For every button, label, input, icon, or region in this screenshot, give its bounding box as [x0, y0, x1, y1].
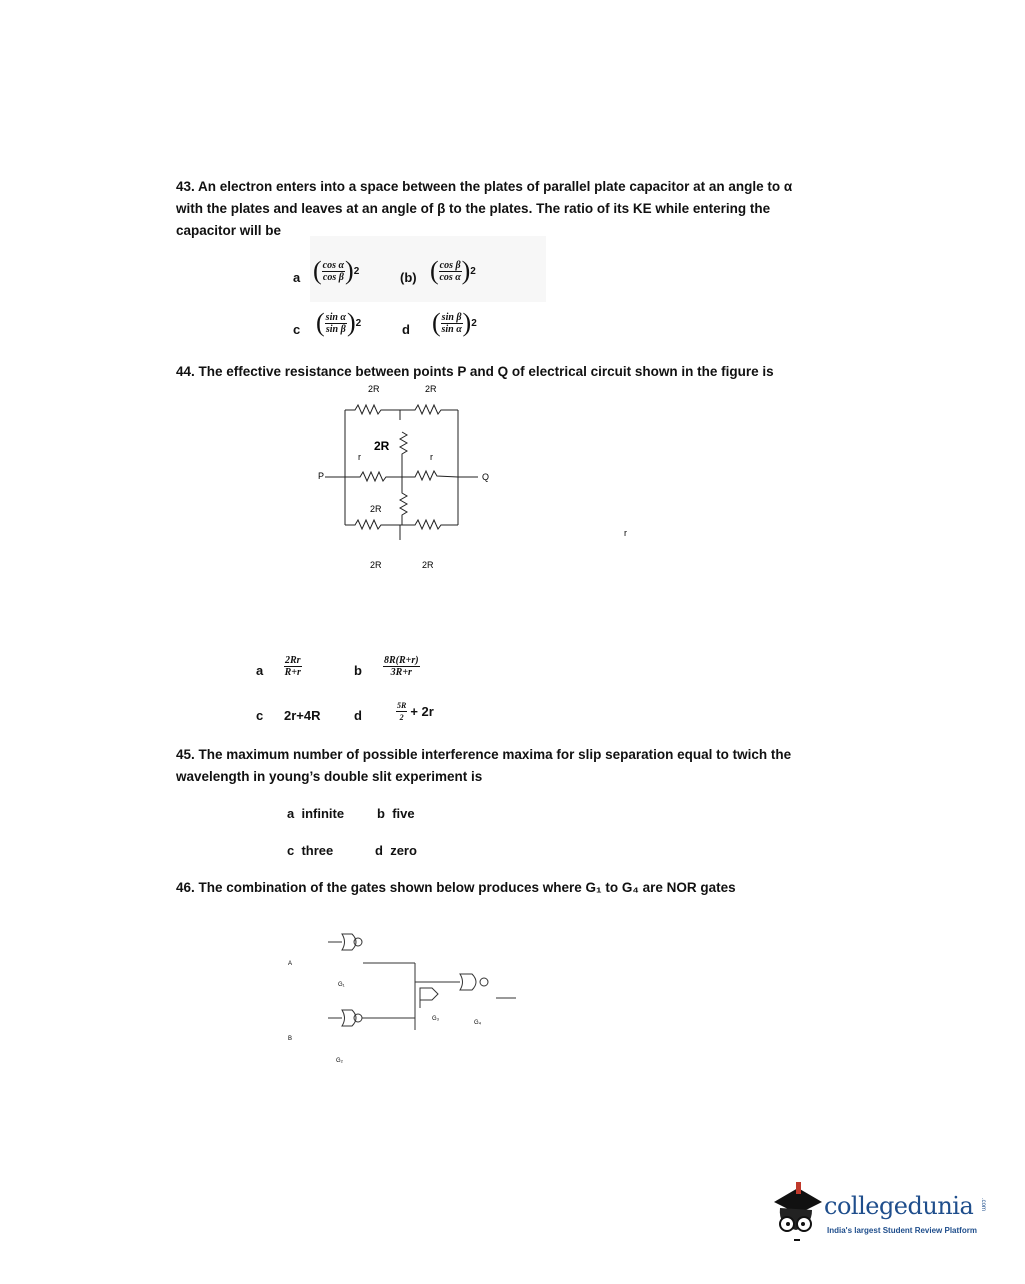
q44-text: 44. The effective resistance between points P and Q of electrical circuit shown in the figure is: [176, 364, 774, 379]
q43-a-power: 2: [353, 265, 360, 277]
q44-a-den: R+r: [284, 667, 301, 678]
q44-option-a-label: a: [256, 663, 264, 678]
q45-line1: 45. The maximum number of possible interference maxima for slip separation equal to twich the: [176, 747, 792, 762]
bottom-right-resistor: [400, 520, 458, 529]
q44-d-tail: + 2r: [410, 704, 434, 719]
circuit-bottom-left-label: 2R: [370, 560, 382, 570]
mascot-icon: [766, 1180, 824, 1242]
q45-b-label: b: [377, 806, 385, 821]
middle-left-r-resistor: [345, 472, 400, 481]
q43-b-power: 2: [470, 265, 476, 277]
q44-option-b-label: b: [354, 663, 362, 678]
q43-option-a-label: a: [293, 270, 301, 285]
top-left-resistor: [345, 405, 400, 414]
logo-dotcom: .com: [980, 1198, 986, 1212]
point-q-label: Q: [482, 472, 490, 482]
q45-d-label: d: [375, 843, 383, 858]
q43-d-power: 2: [471, 317, 477, 329]
q44-option-c[interactable]: 2r+4R: [284, 708, 321, 723]
q44-d-num: 5R: [397, 701, 407, 710]
q44-option-b[interactable]: [383, 655, 420, 678]
q44-b-num: 8R(R+r): [384, 655, 419, 666]
q43-a-den: cos β: [322, 271, 344, 283]
circuit-inner-top-label: 2R: [374, 439, 390, 453]
q45-line2: wavelength in young’s double slit experiment is: [176, 769, 483, 784]
q45-c-value: three: [301, 843, 334, 858]
q44-circuit-diagram: [300, 380, 660, 580]
q43-line2: with the plates and leaves at an angle of β to the plates. The ratio of its KE while entering the: [176, 201, 771, 216]
g4-gate: [460, 974, 476, 990]
circuit-inner-bottom-label: 2R: [370, 504, 382, 514]
g4-label: G₄: [474, 1020, 482, 1026]
q43-d-den: sin α: [441, 323, 462, 335]
q43-c-den: sin β: [325, 323, 346, 335]
g1-bubble: [354, 938, 362, 946]
q43-option-d-label: d: [402, 322, 410, 337]
q45-option-d[interactable]: [375, 843, 417, 858]
top-right-resistor: [400, 405, 458, 414]
q44-option-d[interactable]: [396, 700, 434, 723]
q44-a-num: 2Rr: [285, 655, 301, 666]
q44-d-den: 2: [399, 713, 404, 722]
q43-option-c[interactable]: ( $\frac{\text{sin α}}{\text{sin β}}$ ) 2: [316, 308, 362, 337]
logo-wordmark: [824, 1192, 973, 1220]
q43-option-d[interactable]: ( $\frac{\text{sin β}}{\text{sin α}}$ ) 2: [432, 308, 477, 337]
q43-option-a[interactable]: ( $\frac{\text{cos α}}{\text{cos β}}$ ) 2: [313, 256, 360, 285]
q45-text: [176, 744, 836, 788]
q44-option-a[interactable]: [284, 655, 302, 678]
collegedunia-logo[interactable]: [766, 1178, 1006, 1248]
q44-option-c-label: c: [256, 708, 264, 723]
logo-name: collegedunia: [824, 1192, 974, 1220]
inner-upper-resistor: [400, 432, 407, 477]
circuit-top-right-label: 2R: [425, 384, 437, 394]
q43-c-power: 2: [355, 317, 362, 329]
g2-label: G₂: [336, 1058, 343, 1064]
q45-option-a[interactable]: [287, 806, 344, 821]
input-a-label: A: [288, 961, 293, 967]
q45-b-value: five: [392, 806, 415, 821]
q44-option-d-label: d: [354, 708, 362, 723]
input-b-label: B: [288, 1036, 293, 1042]
q43-option-b-label: (b): [400, 270, 417, 285]
logo-tagline: India's largest Student Review Platform: [827, 1226, 977, 1235]
q43-d-num: sin β: [441, 311, 462, 323]
circuit-top-left-label: 2R: [368, 384, 380, 394]
g3-label: G₃: [432, 1016, 440, 1022]
circuit-r-right-label: r: [430, 452, 433, 462]
q45-option-b[interactable]: [377, 806, 415, 821]
bottom-left-resistor: [345, 520, 400, 529]
q45-c-label: c: [287, 843, 295, 858]
q46-text: 46. The combination of the gates shown below produces where G₁ to G₄ are NOR gates: [176, 880, 736, 895]
point-p-label: P: [318, 471, 325, 481]
g2-bubble: [354, 1014, 362, 1022]
q43-c-num: sin α: [325, 311, 346, 323]
q43-option-b[interactable]: ( $\frac{\text{cos β}}{\text{cos α}}$ ) 2: [430, 256, 476, 285]
g3-gate: [420, 988, 438, 1000]
q45-a-label: a: [287, 806, 295, 821]
q43-option-c-label: c: [293, 322, 301, 337]
q43-text: [176, 176, 836, 242]
q45-option-c[interactable]: [287, 843, 333, 858]
q45-a-value: infinite: [301, 806, 345, 821]
q43-b-den: cos α: [439, 271, 461, 283]
g1-label: G₁: [338, 982, 345, 988]
q44-b-den: 3R+r: [390, 667, 412, 678]
q43-b-num: cos β: [439, 259, 461, 271]
g4-bubble: [480, 978, 488, 986]
circuit-r-left-label: r: [358, 452, 361, 462]
stray-r-label: r: [624, 528, 627, 538]
q46-gate-diagram: [270, 920, 530, 1070]
q43-line1: 43. An electron enters into a space between the plates of parallel plate capacitor at an angle to α: [176, 179, 793, 194]
q43-a-num: cos α: [322, 259, 345, 271]
middle-right-r-resistor: [400, 471, 458, 480]
q43-line3: capacitor will be: [176, 223, 282, 238]
circuit-bottom-right-label: 2R: [422, 560, 434, 570]
inner-lower-resistor: [400, 477, 407, 525]
q45-d-value: zero: [390, 843, 417, 858]
